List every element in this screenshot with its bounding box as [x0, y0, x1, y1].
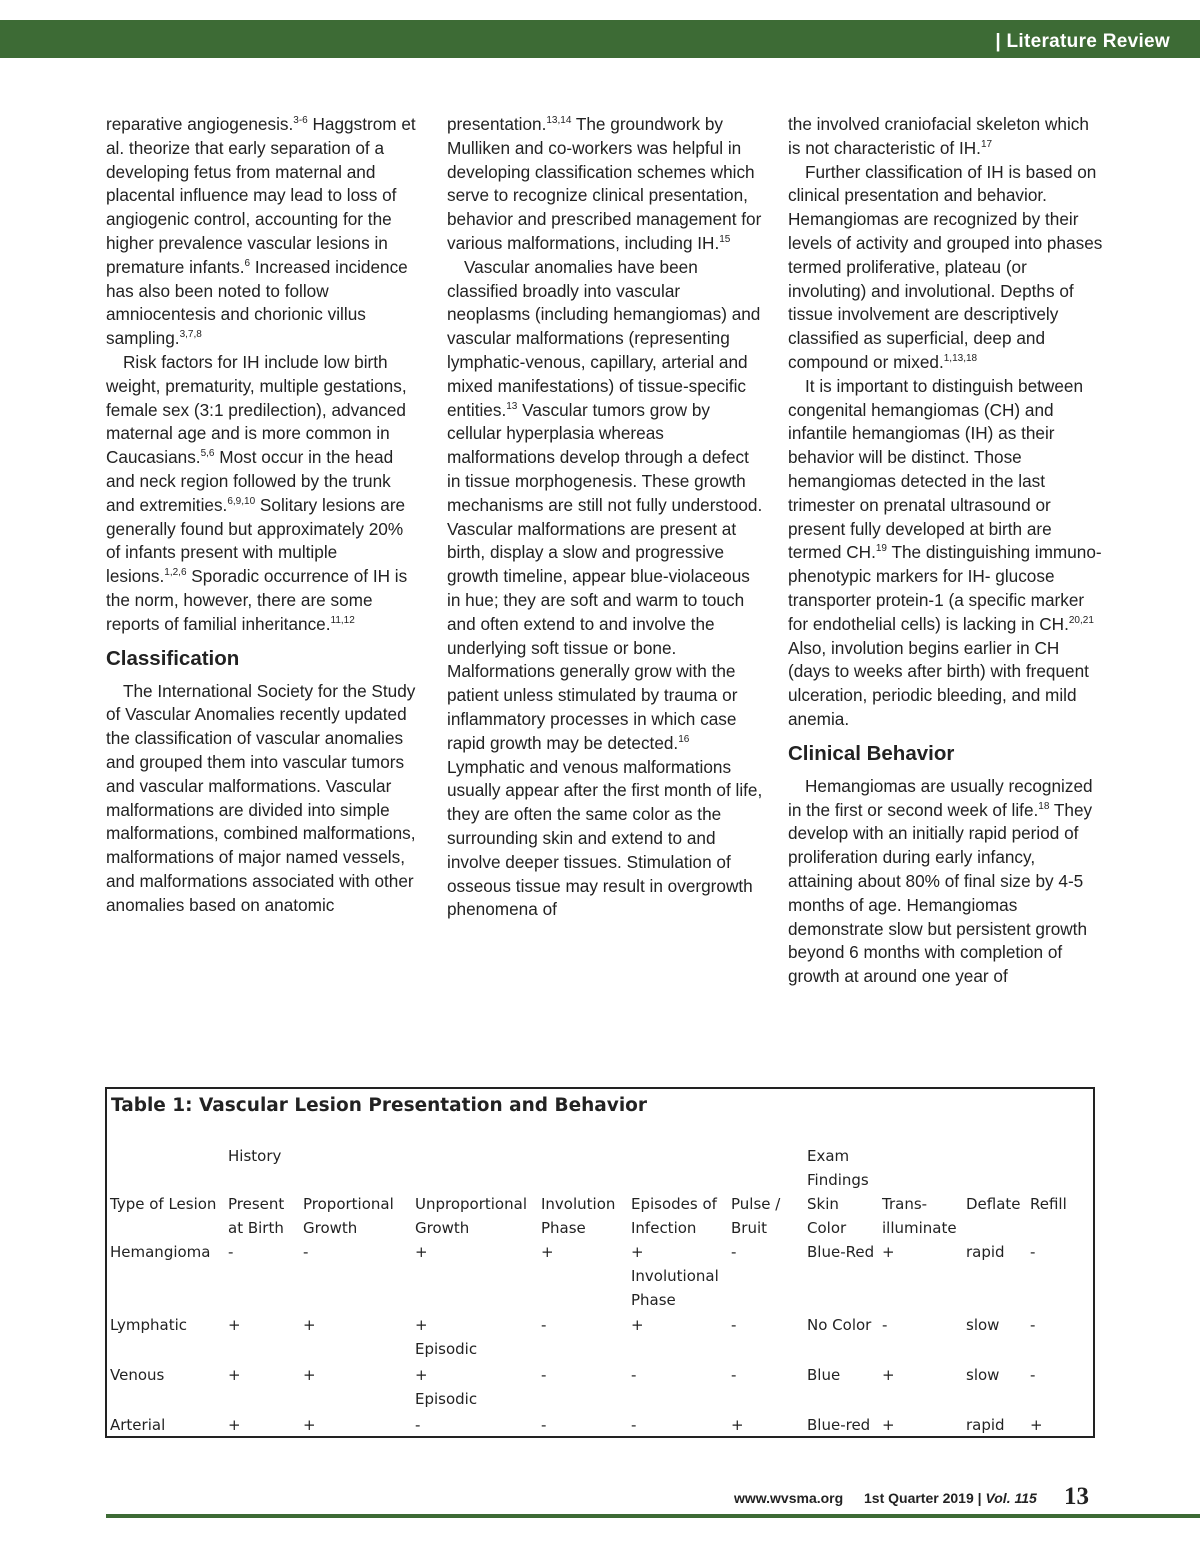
- table-cell: +: [228, 1316, 241, 1334]
- table-cell: -: [731, 1316, 737, 1334]
- table-cell: -: [631, 1416, 637, 1434]
- table-cell: +: [415, 1243, 428, 1261]
- table-header-cell: Proportional Growth: [303, 1195, 394, 1237]
- table-cell: +: [228, 1416, 241, 1434]
- table-cell: -: [1030, 1366, 1036, 1384]
- table-cell: slow: [966, 1316, 1000, 1334]
- table-cell: No Color: [807, 1316, 872, 1334]
- table-cell: +: [1030, 1416, 1043, 1434]
- paragraph: Vascular anomalies have been classified broadly into vascular neoplasms (including hemangiomas) and vascular malformations (representing lymphatic-venous, capillary, arterial and mixed manifestations) of tissue-specific entities.$^{13}$ Vascular tumors grow by cellular hyperplasia whereas malformations develop through a defect in tissue morphogenesis. These growth mechanisms are still not fully understood. Vascular malformations are present at birth, display a slow and progressive growth timeline, appear blue-violaceous in hue; they are soft and warm to touch and often extend to and involve the underlying soft tissue or bone. Malformations generally grow with the patient unless stimulated by trauma or inflammatory processes in which case rapid growth may be detected.$^{16}$ Lymphatic and venous malformations usually appear after the first month of life, they are often the same color as the surrounding skin and extend to and involve deeper tissues. Stimulation of osseous tissue may result in overgrowth phenomena of: [447, 256, 763, 920]
- table-cell: +: [882, 1243, 895, 1261]
- table-cell: rapid: [966, 1243, 1005, 1261]
- table-cell: +: [541, 1243, 554, 1261]
- paragraph: It is important to distinguish between congenital hemangiomas (CH) and infantile hemangiomas (IH) as their behavior will be distinct. Those hemangiomas detected in the last trimester on prenatal ultrasound or present fully developed at birth are termed CH.$^{19}$ The distinguishing immuno-phenotypic markers for IH- glucose transporter protein-1 (a specific marker for endothelial cells) is lacking in CH.$^{20,21}$ Also, involution begins earlier in CH (days to weeks after birth) with frequent ulceration, periodic bleeding, and mild anemia.: [788, 375, 1102, 729]
- table-cell: rapid: [966, 1416, 1005, 1434]
- footer-issue: 1st Quarter 2019 | Vol. 115: [864, 1490, 1037, 1506]
- table-cell: -: [1030, 1243, 1036, 1261]
- section-heading-clinical-behavior: Clinical Behavior: [788, 741, 955, 765]
- table-cell: Blue-Red: [807, 1243, 875, 1261]
- table-cell: -: [882, 1316, 888, 1334]
- paragraph: Hemangiomas are usually recognized in the first or second week of life.$^{18}$ They develop with an initially rapid period of proliferation during early infancy, attaining about 80% of final size by 4-5 months of age. Hemangiomas demonstrate slow but persistent growth beyond 6 months with completion of growth at around one year of: [788, 775, 1093, 987]
- table-header-cell: Refill: [1030, 1195, 1067, 1213]
- table-cell: Blue: [807, 1366, 841, 1384]
- table-cell: +: [731, 1416, 744, 1434]
- table-cell: +: [303, 1416, 316, 1434]
- table-cell: + Involutional Phase: [631, 1243, 719, 1309]
- table-cell: Hemangioma: [110, 1243, 211, 1261]
- paragraph: the involved craniofacial skeleton which is not characteristic of IH.$^{17}$: [788, 114, 1089, 158]
- table-cell: +: [303, 1366, 316, 1384]
- paragraph: Risk factors for IH include low birth weight, prematurity, multiple gestations, female sex (3:1 predilection), advanced maternal age and is more common in Caucasians.$^{5,6}$ Most occur in the head and neck region followed by the trunk and extremities.$^{6,9,10}$ Solitary lesions are generally found but approximately 20% of infants present with multiple lesions.$^{1,2,6}$ Sporadic occurrence of IH is the norm, however, there are some reports of familial inheritance.$^{11,12}$: [106, 351, 408, 634]
- table-cell: slow: [966, 1366, 1000, 1384]
- table-cell: -: [541, 1366, 547, 1384]
- paragraph: Further classification of IH is based on clinical presentation and behavior. Hemangiomas are recognized by their levels of activity and grouped into phases termed proliferative, plateau (or involuting) and involutional. Depths of tissue involvement are descriptively classified as superficial, deep and compound or mixed.$^{1,13,18}$: [788, 161, 1103, 372]
- table-cell: -: [228, 1243, 234, 1261]
- table-header-cell: Skin Color: [807, 1195, 847, 1237]
- table-header-cell: Unproportional Growth: [415, 1195, 527, 1237]
- section-heading-classification: Classification: [106, 646, 240, 670]
- table-cell: Blue-red: [807, 1416, 871, 1434]
- table-cell: -: [303, 1243, 309, 1261]
- text-column-1: [106, 113, 422, 918]
- table-cell: -: [541, 1316, 547, 1334]
- table-cell: Lymphatic: [110, 1316, 187, 1334]
- table-cell: +: [882, 1416, 895, 1434]
- table-header-cell: Episodes of Infection: [631, 1195, 717, 1237]
- table-cell: +: [882, 1366, 895, 1384]
- table-cell: -: [541, 1416, 547, 1434]
- table-header-cell: Type of Lesion: [110, 1195, 217, 1213]
- footer-url: www.wvsma.org: [734, 1490, 844, 1506]
- table-cell: +: [303, 1316, 316, 1334]
- table-header-cell: Involution Phase: [541, 1195, 616, 1237]
- text-column-2: [447, 113, 763, 922]
- text-column-3: [788, 113, 1104, 989]
- table-cell: Arterial: [110, 1416, 166, 1434]
- table-cell: Venous: [110, 1366, 165, 1384]
- table-cell: +: [631, 1316, 644, 1334]
- paragraph: reparative angiogenesis.$^{3-6}$ Haggstrom et al. theorize that early separation of a developing fetus from maternal and placental influence may lead to loss of angiogenic control, accounting for the higher prevalence vascular lesions in premature infants.$^6$ Increased incidence has also been noted to follow amniocentesis and chorionic villus sampling.$^{3,7,8}$: [106, 114, 416, 349]
- table-cell: + Episodic: [415, 1316, 478, 1358]
- table-header-cell: Deflate: [966, 1195, 1021, 1213]
- table-cell: -: [731, 1366, 737, 1384]
- paragraph: The International Society for the Study of Vascular Anomalies recently updated the classification of vascular anomalies and grouped them into vascular tumors and vascular malformations. Vascular malformations are divided into simple malformations, combined malformations, malformations of major named vessels, and malformations associated with other anomalies based on anatomic: [106, 680, 416, 915]
- footer-rule: [106, 1514, 1200, 1518]
- table-group-exam: Exam Findings: [807, 1147, 869, 1189]
- table-header-cell: Trans- illuminate: [882, 1195, 957, 1237]
- table-cell: -: [415, 1416, 421, 1434]
- table-cell: -: [631, 1366, 637, 1384]
- table-cell: +: [228, 1366, 241, 1384]
- table-cell: -: [1030, 1316, 1036, 1334]
- paragraph: presentation.$^{13,14}$ The groundwork by Mulliken and co-workers was helpful in developing classification schemes which serve to recognize clinical presentation, behavior and prescribed management for various malformations, including IH.$^{15}$: [447, 114, 762, 253]
- table-title: Table 1: Vascular Lesion Presentation and Behavior: [111, 1095, 648, 1116]
- page-number: 13: [1064, 1483, 1089, 1510]
- table-group-history: History: [228, 1147, 282, 1165]
- lesion-table: [105, 1087, 1095, 1438]
- table-header-cell: Present at Birth: [228, 1195, 285, 1237]
- table-cell: + Episodic: [415, 1366, 478, 1408]
- section-label: | Literature Review: [995, 31, 1170, 52]
- table-cell: -: [731, 1243, 737, 1261]
- table-header-cell: Pulse / Bruit: [731, 1195, 781, 1237]
